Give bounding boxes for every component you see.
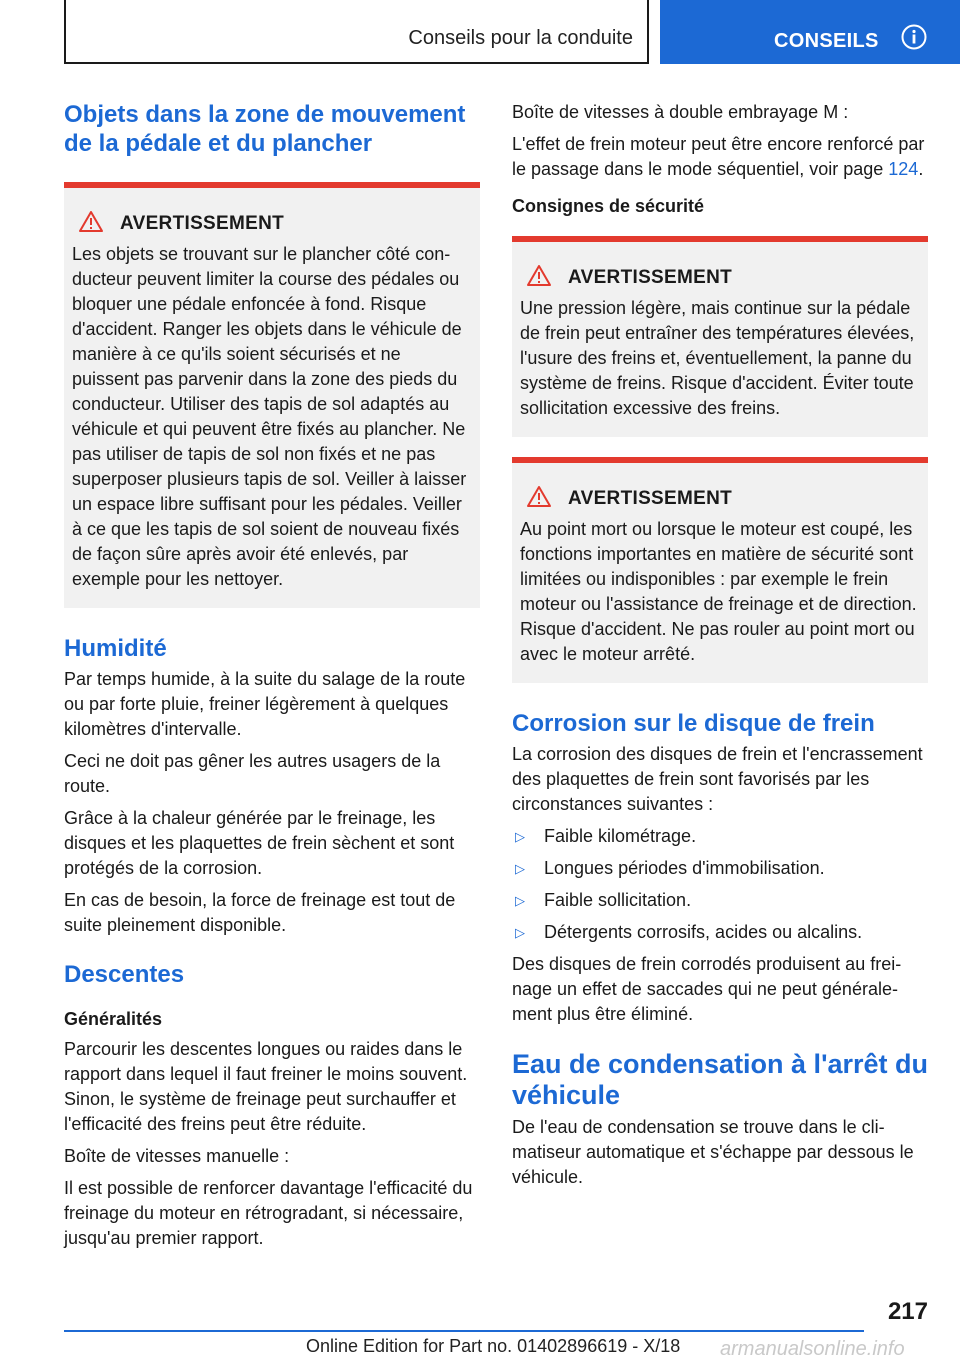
warning-title: AVERTISSEMENT: [568, 488, 733, 509]
paragraph: Grâce à la chaleur générée par le freinage, les disques et les plaquettes de frein sèchent et sont protégés de la corrosion.: [64, 808, 455, 878]
list-item-text: Détergents corrosifs, acides ou alcalins.: [544, 922, 863, 942]
heading-descentes: Descentes: [64, 961, 185, 988]
header-tab[interactable]: [660, 0, 960, 64]
paragraph: Boîte de vitesses manuelle :: [64, 1146, 290, 1166]
right-column: [512, 100, 928, 1197]
warning-header: [520, 264, 920, 292]
warning-triangle-icon: [526, 264, 552, 292]
warning-header: [520, 485, 920, 513]
warning-text: Au point mort ou lorsque le moteur est coupé, les fonctions importantes en matière de sécurité sont limitées ou indisponibles : par exemple le frein moteur ou l'assistance de freinage et de direction. Risque d'accident. Ne pas rouler au point mort ou avec le moteur arrêté.: [520, 519, 917, 664]
warning-triangle-icon: [526, 485, 552, 513]
heading-eau-condensation: Eau de condensation à l'arrêt du véhicule: [512, 1049, 929, 1110]
footer-divider: [64, 1330, 864, 1332]
paragraph: Parcourir les descentes longues ou raides dans le rapport dans lequel il faut freiner le moins souvent. Sinon, le système de freinage peut surchauffer et l'efficacité des freins peut être réduite.: [64, 1039, 468, 1134]
heading-humidite: Humidité: [64, 635, 167, 662]
list-item-text: Longues périodes d'immobilisation.: [544, 858, 825, 878]
paragraph-text: .: [918, 159, 924, 179]
list-item: [512, 920, 928, 945]
page-link[interactable]: 124: [888, 159, 919, 179]
header-section-box: [64, 0, 649, 64]
list-item: [512, 824, 928, 849]
triangle-bullet-icon: ▷: [515, 861, 525, 876]
triangle-bullet-icon: ▷: [515, 829, 525, 844]
paragraph: La corrosion des disques de frein et l'encrassement des plaquettes de frein sont favorisés par les circonstances suivantes :: [512, 744, 923, 814]
paragraph: Ceci ne doit pas gêner les autres usagers de la route.: [64, 751, 441, 796]
page-number: 217: [887, 1298, 928, 1325]
warning-text: Une pression légère, mais continue sur la pédale de frein peut entraîner des températures élevées, l'usure des freins et, éventuellement, la panne du système de freins. Risque d'accident. Éviter toute sollicitation excessive des freins.: [520, 298, 915, 418]
warning-triangle-icon: [78, 210, 104, 238]
corrosion-list: [512, 824, 928, 945]
list-item: [512, 888, 928, 913]
paragraph: Il est possible de renforcer davantage l'efficacité du freinage du moteur en rétrogradant, si nécessaire, jusqu'au premier rapport.: [64, 1178, 473, 1248]
paragraph: En cas de besoin, la force de freinage est tout de suite pleinement disponible.: [64, 890, 456, 935]
warning-title: AVERTISSEMENT: [120, 213, 285, 234]
paragraph: Par temps humide, à la suite du salage de la route ou par forte pluie, freiner légèrement à quelques kilomètres d'intervalle.: [64, 669, 466, 739]
warning-box-neutral: [512, 457, 928, 683]
left-column: [64, 100, 480, 1258]
header-tab-label: CONSEILS: [774, 30, 879, 52]
subheading-generalites: Généralités: [64, 1009, 163, 1029]
triangle-bullet-icon: ▷: [515, 925, 525, 940]
heading-corrosion: Corrosion sur le disque de frein: [512, 710, 875, 737]
warning-header: [72, 210, 472, 238]
warning-box-brake-pressure: [512, 236, 928, 437]
paragraph-effet: [512, 132, 928, 182]
subheading-consignes: Consignes de sécurité: [512, 196, 705, 216]
paragraph: De l'eau de condensation se trouve dans le climatiseur automatique et s'échappe par dessous le véhicule.: [512, 1117, 914, 1187]
watermark: armanualsonline.info: [720, 1338, 905, 1360]
triangle-bullet-icon: ▷: [515, 893, 525, 908]
footer-edition: Online Edition for Part no. 01402896619 - X/18: [306, 1336, 681, 1356]
warning-text: Les objets se trouvant sur le plancher côté conducteur peuvent limiter la course des pédales ou bloquer une pédale enfoncée à fond. Risque d'accident. Ranger les objets dans le véhicule de manière à ce qu'ils soient sécurisés et ne puissent pas parvenir dans la zone des pieds du conducteur. Utiliser des tapis de sol adaptés au véhicule et qui peuvent être fixés au plancher. Ne pas utiliser de tapis de sol non fixés et ne pas superposer plusieurs tapis de sol. Veiller à laisser un espace libre suffisant pour les pédales. Veiller à ce que les tapis de sol soient de nouveau fixés de façon sûre après avoir été enlevés, par exemple pour les nettoyer.: [72, 244, 467, 589]
list-item: [512, 856, 928, 881]
list-item-text: Faible sollicitation.: [544, 890, 692, 910]
list-item-text: Faible kilométrage.: [544, 826, 697, 846]
warning-title: AVERTISSEMENT: [568, 267, 733, 288]
header-section-title: Conseils pour la conduite: [408, 27, 633, 49]
heading-objets: Objets dans la zone de mouvement de la pédale et du plancher: [64, 101, 466, 157]
paragraph: Boîte de vitesses à double embrayage M :: [512, 102, 849, 122]
paragraph: Des disques de frein corrodés produisent au freinage un effet de saccades qui ne peut généralement plus être éliminé.: [512, 954, 902, 1024]
info-circle-icon[interactable]: [901, 24, 927, 55]
paragraph-text: L'effet de frein moteur peut être encore renforcé par le passage dans le mode séquentiel, voir page: [512, 134, 925, 179]
warning-box-pedal: [64, 182, 480, 608]
